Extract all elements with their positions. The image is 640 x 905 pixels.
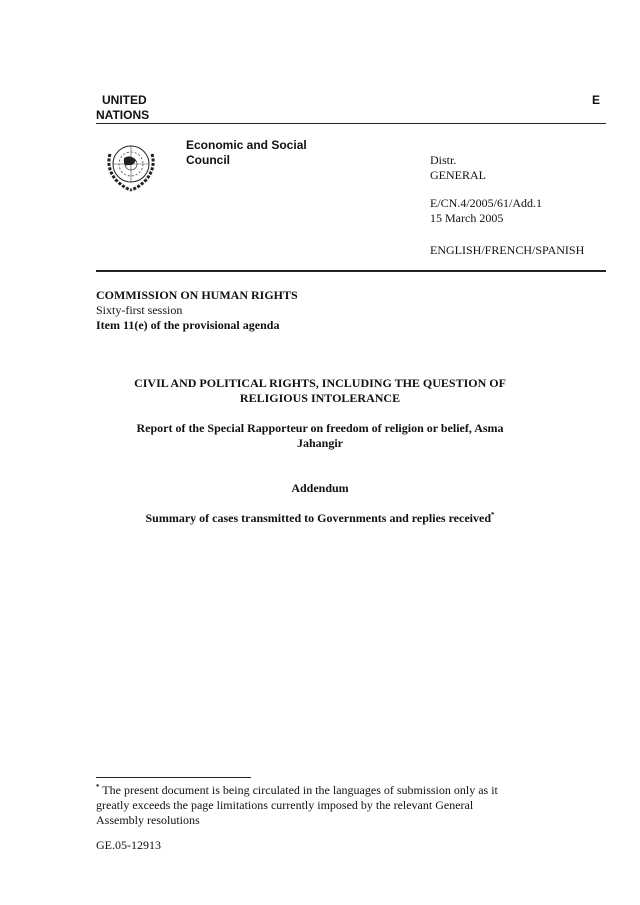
document-title-line1: CIVIL AND POLITICAL RIGHTS, INCLUDING THE QUESTION OF	[134, 376, 506, 390]
summary-heading	[96, 511, 544, 526]
agenda-item: Item 11(e) of the provisional agenda	[96, 318, 280, 332]
footnote-separator	[96, 777, 251, 778]
summary-text: Summary of cases transmitted to Governments and replies received	[145, 511, 491, 525]
distribution-label: Distr.	[430, 153, 457, 167]
document-languages: ENGLISH/FRENCH/SPANISH	[430, 243, 585, 257]
document-title-line2: RELIGIOUS INTOLERANCE	[239, 391, 401, 405]
council-name-line1: Economic and Social	[186, 138, 307, 152]
footnote-line2: greatly exceeds the page limitations currently imposed by the relevant General	[96, 798, 474, 812]
addendum-heading: Addendum	[291, 481, 349, 495]
footnote-line3: Assembly resolutions	[96, 813, 200, 827]
header-bottom-rule	[96, 270, 606, 272]
job-number: GE.05-12913	[96, 838, 161, 852]
document-date: 15 March 2005	[430, 211, 504, 225]
footnote-marker: *	[96, 783, 100, 791]
language-code: E	[592, 93, 601, 107]
footnote-reference[interactable]: *	[491, 511, 495, 519]
council-name-line2: Council	[186, 153, 230, 167]
org-name-line1: UNITED	[102, 93, 147, 107]
org-name-line2: NATIONS	[96, 108, 150, 122]
report-title-line1: Report of the Special Rapporteur on freedom of religion or belief, Asma	[136, 421, 504, 435]
header-rule	[96, 123, 606, 124]
footnote-text-line1: The present document is being circulated in the languages of submission only as it	[102, 783, 498, 797]
commission-name: COMMISSION ON HUMAN RIGHTS	[96, 288, 298, 302]
document-symbol: E/CN.4/2005/61/Add.1	[430, 196, 543, 210]
footnote-line1	[96, 783, 498, 798]
distribution-value: GENERAL	[430, 168, 486, 182]
session-name: Sixty-first session	[96, 303, 183, 317]
un-emblem-icon	[102, 138, 160, 196]
report-title-line2: Jahangir	[296, 436, 343, 450]
